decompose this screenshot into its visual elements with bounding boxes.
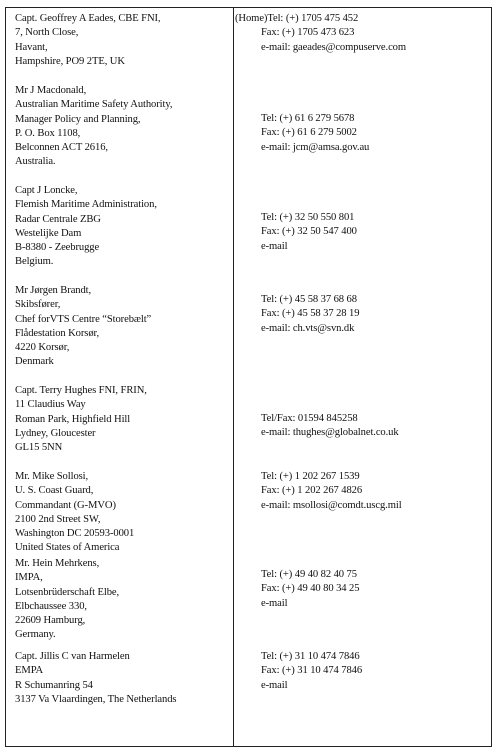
address-line: Elbchaussee 330, — [15, 600, 87, 612]
address-line: Capt J Loncke, — [15, 185, 78, 196]
address-line: Washington DC 20593-0001 — [15, 528, 135, 540]
address-entry-sollosi — [15, 470, 230, 556]
address-line: Belconnen ACT 2616, — [15, 142, 108, 154]
address-entry-brandt — [15, 284, 230, 370]
address-line: GL15 5NN — [15, 442, 63, 454]
address-line: R Schumanring 54 — [15, 679, 93, 691]
address-line: Flemish Maritime Administration, — [15, 199, 157, 211]
contact-entry-mehrkens — [235, 568, 490, 611]
address-line: 11 Claudius Way — [15, 399, 86, 411]
address-line: Lotsenbrüderschaft Elbe, — [15, 586, 120, 598]
address-line: Belgium. — [15, 256, 54, 268]
address-line: Manager Policy and Planning, — [15, 113, 141, 125]
column-divider — [233, 8, 234, 746]
contact-line: e-mail: gaeades@compuserve.com — [261, 41, 407, 53]
address-line: IMPA, — [15, 572, 43, 584]
contact-line: Fax: (+) 31 10 474 7846 — [261, 665, 363, 677]
contact-line: Fax: (+) 1705 473 623 — [261, 27, 355, 39]
address-line: Chef forVTS Centre “Storebælt” — [15, 313, 152, 325]
address-entry-hughes — [15, 384, 230, 455]
address-line: Capt. Jillis C van Harmelen — [15, 651, 130, 662]
address-line: Flådestation Korsør, — [15, 327, 100, 339]
address-line: Mr J Macdonald, — [15, 85, 87, 96]
contact-line: Tel: (+) 45 58 37 68 68 — [261, 294, 357, 305]
contact-line: e-mail: msollosi@comdt.uscg.mil — [261, 499, 402, 511]
contact-entry-hughes — [235, 412, 490, 441]
contact-line: Tel: (+) 49 40 82 40 75 — [261, 569, 357, 580]
address-line: Capt. Geoffrey A Eades, CBE FNI, — [15, 13, 161, 24]
address-line: 22609 Hamburg, — [15, 615, 86, 627]
contact-line: Fax: (+) 32 50 547 400 — [261, 226, 357, 238]
address-line: Westelijke Dam — [15, 227, 82, 239]
contact-table — [5, 7, 492, 747]
address-entry-eades — [15, 12, 230, 69]
address-line: P. O. Box 1108, — [15, 127, 81, 139]
address-line: Commandant (G-MVO) — [15, 499, 116, 511]
address-line: Radar Centrale ZBG — [15, 213, 101, 225]
contact-line: Fax: (+) 61 6 279 5002 — [261, 127, 357, 139]
contact-line: Tel: (+) 31 10 474 7846 — [261, 651, 360, 662]
address-entry-loncke — [15, 184, 230, 270]
contact-line: Fax: (+) 1 202 267 4826 — [261, 485, 363, 497]
address-line: Denmark — [15, 356, 54, 368]
address-line: EMPA — [15, 665, 44, 677]
contact-entry-brandt — [235, 293, 490, 336]
address-line: United States of America — [15, 542, 120, 554]
address-line: Australian Maritime Safety Authority, — [15, 99, 173, 111]
address-line: Mr Jørgen Brandt, — [15, 285, 92, 296]
address-line: B-8380 - Zeebrugge — [15, 242, 100, 254]
address-line: 2100 2nd Street SW, — [15, 513, 101, 525]
contact-entry-eades — [235, 12, 490, 55]
address-line: Capt. Terry Hughes FNI, FRIN, — [15, 385, 147, 396]
address-entry-mehrkens — [15, 557, 230, 643]
contact-line: e-mail: jcm@amsa.gov.au — [261, 141, 370, 153]
contact-line: Fax: (+) 49 40 80 34 25 — [261, 583, 360, 595]
address-line: 3137 Va Vlaardingen, The Netherlands — [15, 693, 177, 705]
address-line: 4220 Korsør, — [15, 342, 70, 354]
contact-entry-loncke — [235, 211, 490, 254]
contact-entry-macdonald — [235, 112, 490, 155]
address-line: Germany. — [15, 629, 56, 641]
contact-line: Fax: (+) 45 58 37 28 19 — [261, 308, 360, 320]
contact-line: Tel/Fax: 01594 845258 — [261, 413, 358, 424]
contact-entry-sollosi — [235, 470, 490, 513]
contact-line: Tel: (+) 1 202 267 1539 — [261, 471, 360, 482]
address-line: Australia. — [15, 156, 56, 168]
address-line: Roman Park, Highfield Hill — [15, 413, 131, 425]
address-line: Lydney, Gloucester — [15, 427, 96, 439]
contact-line: (Home)Tel: (+) 1705 475 452 — [235, 13, 359, 24]
address-line: Skibsfører, — [15, 299, 61, 311]
contact-line: e-mail — [261, 240, 288, 252]
address-line: Havant, — [15, 41, 48, 53]
address-entry-macdonald — [15, 84, 230, 170]
contact-line: e-mail: thughes@globalnet.co.uk — [261, 427, 399, 439]
contact-entry-van-harmelen — [235, 650, 490, 693]
address-line: 7, North Close, — [15, 27, 79, 39]
address-line: Mr. Mike Sollosi, — [15, 471, 89, 482]
address-line: Mr. Hein Mehrkens, — [15, 558, 100, 569]
address-line: Hampshire, PO9 2TE, UK — [15, 55, 125, 67]
contact-line: e-mail — [261, 679, 288, 691]
contact-line: e-mail: ch.vts@svn.dk — [261, 322, 355, 334]
contact-line: Tel: (+) 61 6 279 5678 — [261, 113, 355, 124]
contact-line: Tel: (+) 32 50 550 801 — [261, 212, 355, 223]
contact-line: e-mail — [261, 597, 288, 609]
address-entry-van-harmelen — [15, 650, 230, 707]
address-line: U. S. Coast Guard, — [15, 485, 94, 497]
